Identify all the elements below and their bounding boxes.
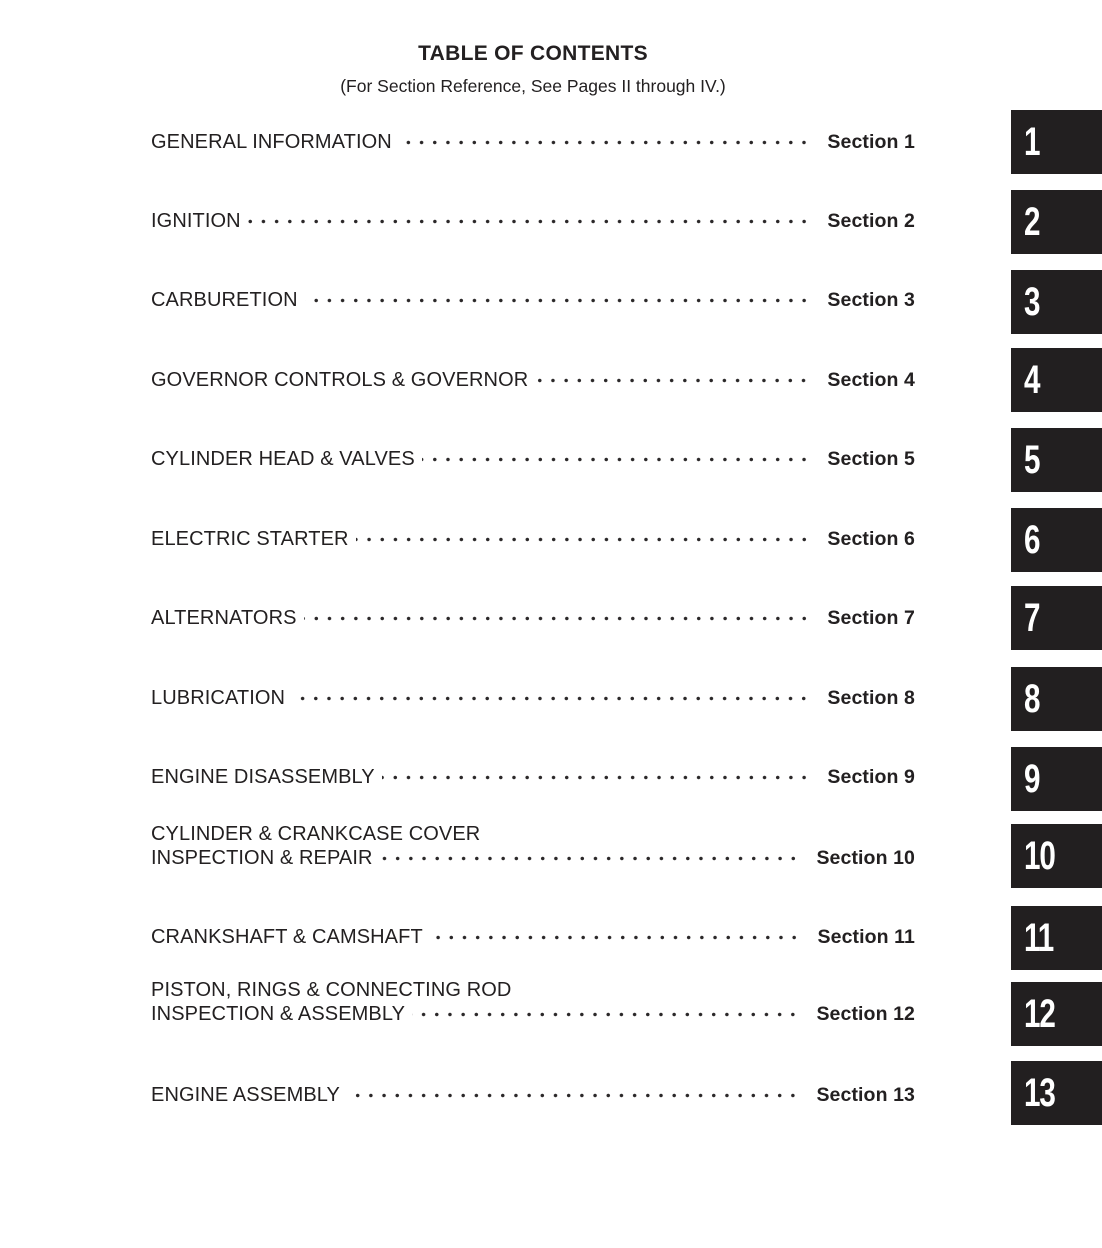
dot-leader — [399, 130, 813, 154]
dot-leader — [422, 447, 813, 471]
entry-title: IGNITION — [151, 210, 241, 232]
dot-leader — [304, 606, 813, 630]
entry-title: CARBURETION — [151, 289, 298, 311]
toc-entry — [151, 925, 915, 949]
tab-number: 3 — [1024, 280, 1040, 324]
section-label: Section 10 — [816, 847, 915, 869]
section-tab — [1011, 110, 1102, 174]
dot-leader — [430, 925, 803, 949]
entry-main-line — [151, 209, 915, 233]
entry-main-line — [151, 447, 915, 471]
entry-main-line — [151, 368, 915, 392]
dot-leader — [305, 288, 813, 312]
section-label: Section 6 — [827, 528, 915, 550]
entry-main-line — [151, 288, 915, 312]
section-label: Section 2 — [827, 210, 915, 232]
entry-main-line — [151, 1083, 915, 1107]
entry-title-line1: CYLINDER & CRANKCASE COVER — [151, 823, 481, 845]
tab-number: 7 — [1024, 596, 1040, 640]
toc-entry — [151, 686, 915, 710]
tab-number: 4 — [1024, 358, 1040, 402]
entry-title: ENGINE ASSEMBLY — [151, 1084, 340, 1106]
tab-number: 10 — [1024, 834, 1055, 878]
section-label: Section 9 — [827, 766, 915, 788]
entry-main-line — [151, 765, 915, 789]
section-tab — [1011, 428, 1102, 492]
entry-title: INSPECTION & ASSEMBLY — [151, 1003, 406, 1025]
section-tab — [1011, 348, 1102, 412]
entry-title: ELECTRIC STARTER — [151, 528, 349, 550]
tab-number: 1 — [1024, 120, 1040, 164]
tab-number: 13 — [1024, 1071, 1055, 1115]
section-tab — [1011, 508, 1102, 572]
section-tab — [1011, 747, 1102, 811]
dot-leader — [382, 765, 813, 789]
section-tab — [1011, 982, 1102, 1046]
dot-leader — [356, 527, 813, 551]
entry-main-line — [151, 527, 915, 551]
toc-entry — [151, 765, 915, 789]
section-label: Section 11 — [817, 926, 915, 948]
entry-title: ALTERNATORS — [151, 607, 297, 629]
entry-main-line — [151, 846, 915, 870]
dot-leader — [535, 368, 812, 392]
tab-number: 12 — [1024, 992, 1055, 1036]
dot-leader — [380, 846, 802, 870]
page-header — [0, 41, 1066, 97]
entry-title: ENGINE DISASSEMBLY — [151, 766, 375, 788]
tab-number: 5 — [1024, 438, 1040, 482]
toc-entry — [151, 447, 915, 471]
entry-main-line — [151, 606, 915, 630]
section-label: Section 7 — [827, 607, 915, 629]
section-label: Section 1 — [827, 131, 915, 153]
tab-number: 9 — [1024, 757, 1040, 801]
dot-leader — [248, 209, 813, 233]
section-label: Section 5 — [827, 448, 915, 470]
entry-title: CYLINDER HEAD & VALVES — [151, 448, 415, 470]
section-tab — [1011, 1061, 1102, 1125]
section-label: Section 13 — [816, 1084, 915, 1106]
entry-title: GENERAL INFORMATION — [151, 131, 392, 153]
dot-leader — [292, 686, 812, 710]
tab-number: 6 — [1024, 518, 1040, 562]
toc-entry — [151, 527, 915, 551]
tab-number: 11 — [1024, 916, 1054, 960]
dot-leader — [412, 1002, 801, 1026]
section-tab — [1011, 586, 1102, 650]
entry-title: LUBRICATION — [151, 687, 286, 709]
section-tab — [1011, 824, 1102, 888]
section-label: Section 3 — [827, 289, 915, 311]
page-subtitle: (For Section Reference, See Pages II through IV.) — [340, 76, 726, 96]
page-title: TABLE OF CONTENTS — [418, 42, 648, 65]
toc-entry — [151, 209, 915, 233]
toc-entry — [151, 822, 915, 870]
section-label: Section 4 — [827, 369, 915, 391]
entry-main-line — [151, 686, 915, 710]
entry-title: INSPECTION & REPAIR — [151, 847, 373, 869]
toc-entry — [151, 978, 915, 1026]
toc-entry — [151, 606, 915, 630]
section-tab — [1011, 190, 1102, 254]
dot-leader — [347, 1083, 801, 1107]
toc-entry — [151, 1083, 915, 1107]
tab-number: 2 — [1024, 200, 1040, 244]
toc-entry — [151, 368, 915, 392]
section-tab — [1011, 667, 1102, 731]
entry-title: CRANKSHAFT & CAMSHAFT — [151, 926, 423, 948]
tab-number: 8 — [1024, 677, 1040, 721]
entry-title: GOVERNOR CONTROLS & GOVERNOR — [151, 369, 529, 391]
entry-title-line1: PISTON, RINGS & CONNECTING ROD — [151, 979, 512, 1001]
toc-entry — [151, 130, 915, 154]
section-tab — [1011, 906, 1102, 970]
entry-main-line — [151, 130, 915, 154]
section-label: Section 8 — [827, 687, 915, 709]
toc-entry — [151, 288, 915, 312]
entry-main-line — [151, 1002, 915, 1026]
entry-main-line — [151, 925, 915, 949]
section-tab — [1011, 270, 1102, 334]
section-label: Section 12 — [816, 1003, 915, 1025]
